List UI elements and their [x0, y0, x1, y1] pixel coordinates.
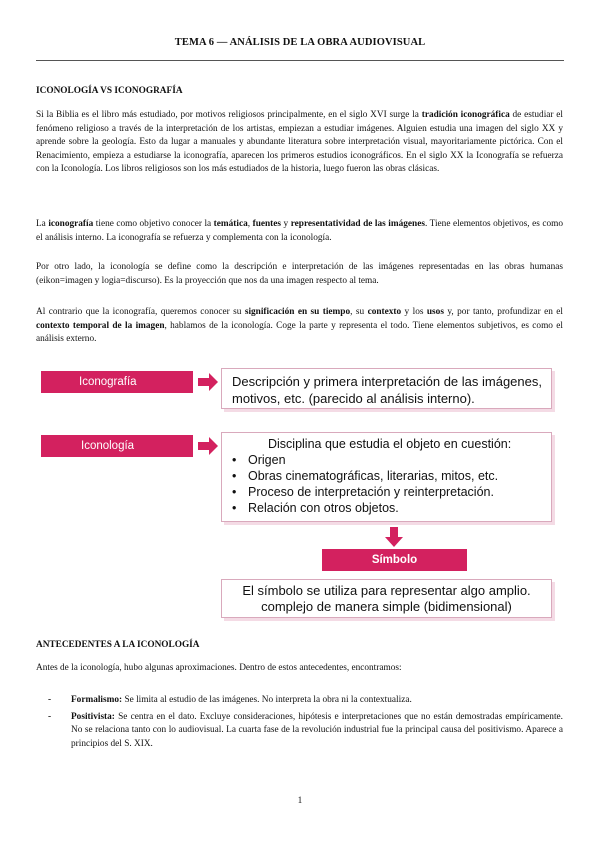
paragraph-iconologia-contrast: Al contrario que la iconografía, queremos conocer su significación en su tiempo, su contexto y los usos y, por tanto, profundizar en el contexto temporal de la imagen, hablamos de la iconología. Coge la parte y representa el todo. Tiene elementos subjetivos, es como el análisis externo. — [36, 307, 563, 345]
title-divider — [36, 60, 564, 61]
iconologia-label: Iconología — [41, 435, 193, 457]
section-heading-antecedentes: ANTECEDENTES A LA ICONOLOGÍA — [36, 640, 200, 650]
arrow-down-icon — [385, 527, 403, 547]
list-item: - Formalismo: Se limita al estudio de las imágenes. No interpreta la obra ni la contextualiza. — [48, 695, 412, 705]
iconografia-label: Iconografía — [41, 371, 193, 393]
antecedentes-list — [36, 694, 563, 754]
simbolo-description-box: El símbolo se utiliza para representar algo amplio. complejo de manera simple (bidimensional) — [221, 579, 552, 618]
paragraph-intro: Si la Biblia es el libro más estudiado, por motivos religiosos principalmente, en el siglo XVI surge la tradición iconográfica de estudiar el fenómeno religioso a través de la interpretación de los artistas, empiezan a estudiar imágenes. Alguien estudia una imagen del siglo XX y aprende sobre la geología. Esto da lugar a manuales y abundante literatura sobre interpretación visual, mayoritariamente pictórica. Con el Renacimiento, empieza a estudiarse la iconografía, aparecen los primeros estudios iconográficos. En el siglo XX la Iconografía se refuerza con la Iconología. Los libros religiosos son los más estudiados de la historia, luego fueron las obras clásicas. — [36, 110, 564, 175]
paragraph-iconologia-definition: Por otro lado, la iconología se define como la descripción e interpretación de las imágenes representadas en las obras humanas (eikon=imagen y logia=discurso). Es la proyección que nos da una imagen respecto al tema. — [36, 262, 563, 286]
iconologia-box-title: Disciplina que estudia el objeto en cuestión: — [268, 437, 512, 451]
iconologia-description-box — [221, 432, 552, 522]
list-item: - Positivista: Se centra en el dato. Excluye consideraciones, hipótesis e interpretaciones que no están demostradas empíricamente. No se relaciona tanto con lo audiovisual. La cuarta fase de la revolución industrial fue la principal causa del positivismo. Aparece a principios del S. XIX. — [48, 711, 563, 749]
list-item: • Origen — [230, 452, 551, 468]
page-title: TEMA 6 — ANÁLISIS DE LA OBRA AUDIOVISUAL — [174, 37, 426, 48]
section-heading-iconologia-vs-iconografia: ICONOLOGÍA VS ICONOGRAFÍA — [36, 86, 183, 96]
list-item: • Proceso de interpretación y reinterpretación. — [230, 484, 551, 500]
iconologia-bullet-list — [230, 452, 551, 516]
iconografia-description-box: Descripción y primera interpretación de las imágenes, motivos, etc. (parecido al análisis interno). — [221, 368, 552, 409]
paragraph-iconografia: La iconografía tiene como objetivo conocer la temática, fuentes y representatividad de las imágenes. Tiene elementos objetivos, es como el análisis interno. La iconografía se refuerza y complementa con la iconología. — [36, 219, 563, 243]
arrow-right-icon — [198, 373, 218, 391]
paragraph-antecedentes-intro: Antes de la iconología, hubo algunas aproximaciones. Dentro de estos antecedentes, encontramos: — [36, 663, 402, 673]
list-item: • Obras cinematográficas, literarias, mitos, etc. — [230, 468, 551, 484]
simbolo-label: Símbolo — [322, 549, 467, 571]
arrow-right-icon — [198, 437, 218, 455]
page-number: 1 — [297, 796, 303, 806]
list-item: • Relación con otros objetos. — [230, 500, 551, 516]
